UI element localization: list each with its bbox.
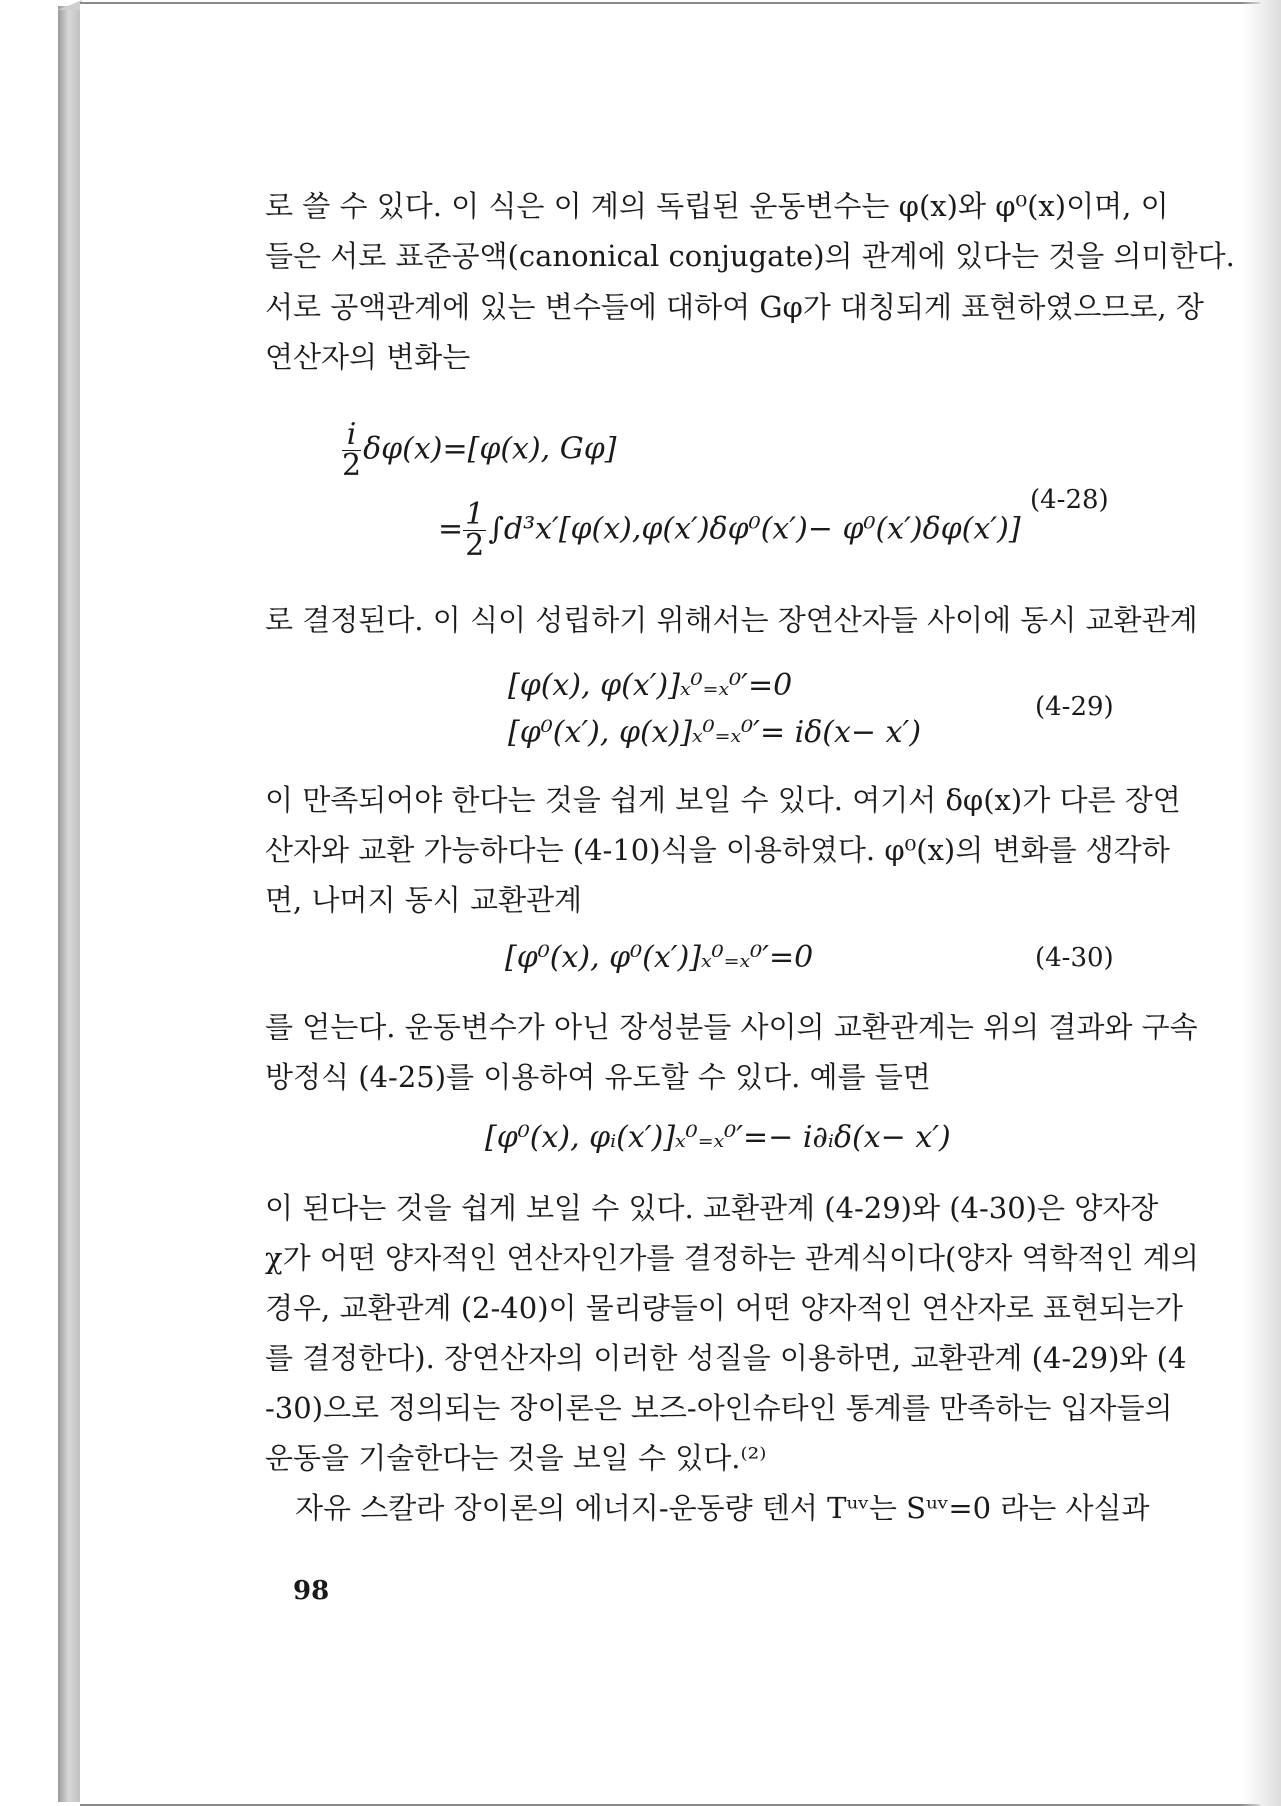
text-line: 로 결정된다. 이 식이 성립하기 위해서는 장연산자들 사이에 동시 교환관계 <box>265 603 1198 637</box>
book-spine <box>58 6 82 1802</box>
text-line: 경우, 교환관계 (2-40)이 물리량들이 어떤 양자적인 연산자로 표현되는가 <box>265 1291 1183 1325</box>
text-line: 자유 스칼라 장이론의 에너지-운동량 텐서 Tᵘᵛ는 Sᵘᵛ=0 라는 사실과 <box>295 1491 1150 1525</box>
text-line: 연산자의 변화는 <box>265 340 471 374</box>
text-line: χ가 어떤 양자적인 연산자인가를 결정하는 관계식이다(양자 역학적인 계의 <box>265 1241 1199 1275</box>
text-line: 를 결정한다). 장연산자의 이러한 성질을 이용하면, 교환관계 (4-29)와 (4 <box>265 1341 1187 1375</box>
equation-number: (4-29) <box>1035 692 1114 722</box>
text-line: 를 얻는다. 운동변수가 아닌 장성분들 사이의 교환관계는 위의 결과와 구속 <box>265 1010 1198 1044</box>
text-line: 서로 공액관계에 있는 변수들에 대하여 Gφ가 대칭되게 표현하였으므로, 장 <box>265 290 1204 324</box>
text-line: 방정식 (4-25)를 이용하여 유도할 수 있다. 예를 들면 <box>265 1060 931 1094</box>
equation-4-29-line2: [φ⁰(x′), φ(x)]ₓ⁰₌ₓ⁰′= iδ(x− x′) <box>508 715 922 750</box>
page-number: 98 <box>293 1576 330 1606</box>
equation-4-29-line1: [φ(x), φ(x′)]ₓ⁰₌ₓ⁰′=0 <box>508 668 793 703</box>
fraction: $\frac{i}{2}$ <box>342 417 362 483</box>
equation-number: (4-30) <box>1035 943 1114 973</box>
text-line: 산자와 교환 가능하다는 (4-10)식을 이용하였다. φ⁰(x)의 변화를 생각하 <box>265 833 1170 867</box>
text-line: 로 쓸 수 있다. 이 식은 이 계의 독립된 운동변수는 φ(x)와 φ⁰(x)이며, 이 <box>265 189 1169 223</box>
text-line: 면, 나머지 동시 교환관계 <box>265 883 583 917</box>
equation-4-28-line1: $\frac{i}{2}$ δφ(x)=[φ(x), Gφ] <box>342 417 617 483</box>
text-line: 이 만족되어야 한다는 것을 쉽게 보일 수 있다. 여기서 δφ(x)가 다른 장연 <box>265 783 1181 817</box>
page-corner <box>58 0 82 10</box>
page-edge-shadow <box>1241 0 1281 1806</box>
equation-number: (4-28) <box>1030 485 1109 515</box>
text-line: 운동을 기술한다는 것을 보일 수 있다.⁽²⁾ <box>265 1441 767 1475</box>
text-line: 이 된다는 것을 쉽게 보일 수 있다. 교환관계 (4-29)와 (4-30)은 양자장 <box>265 1191 1159 1225</box>
fraction: $\frac{1}{2}$ <box>465 497 485 563</box>
equation-unnumbered: [φ⁰(x), φᵢ(x′)]ₓ⁰₌ₓ⁰′=− i∂ᵢδ(x− x′) <box>485 1120 951 1155</box>
text-line: 들은 서로 표준공액(canonical conjugate)의 관계에 있다는 것을 의미한다. <box>265 239 1235 273</box>
equation-4-28-line2: = $\frac{1}{2}$ ∫d³x′[φ(x),φ(x′)δφ⁰(x′)− φ⁰(x′)δφ(x′)] <box>438 497 1021 563</box>
text-line: -30)으로 정의되는 장이론은 보즈-아인슈타인 통계를 만족하는 입자들의 <box>265 1391 1173 1425</box>
equation-4-30: [φ⁰(x), φ⁰(x′)]ₓ⁰₌ₓ⁰′=0 <box>505 940 814 975</box>
